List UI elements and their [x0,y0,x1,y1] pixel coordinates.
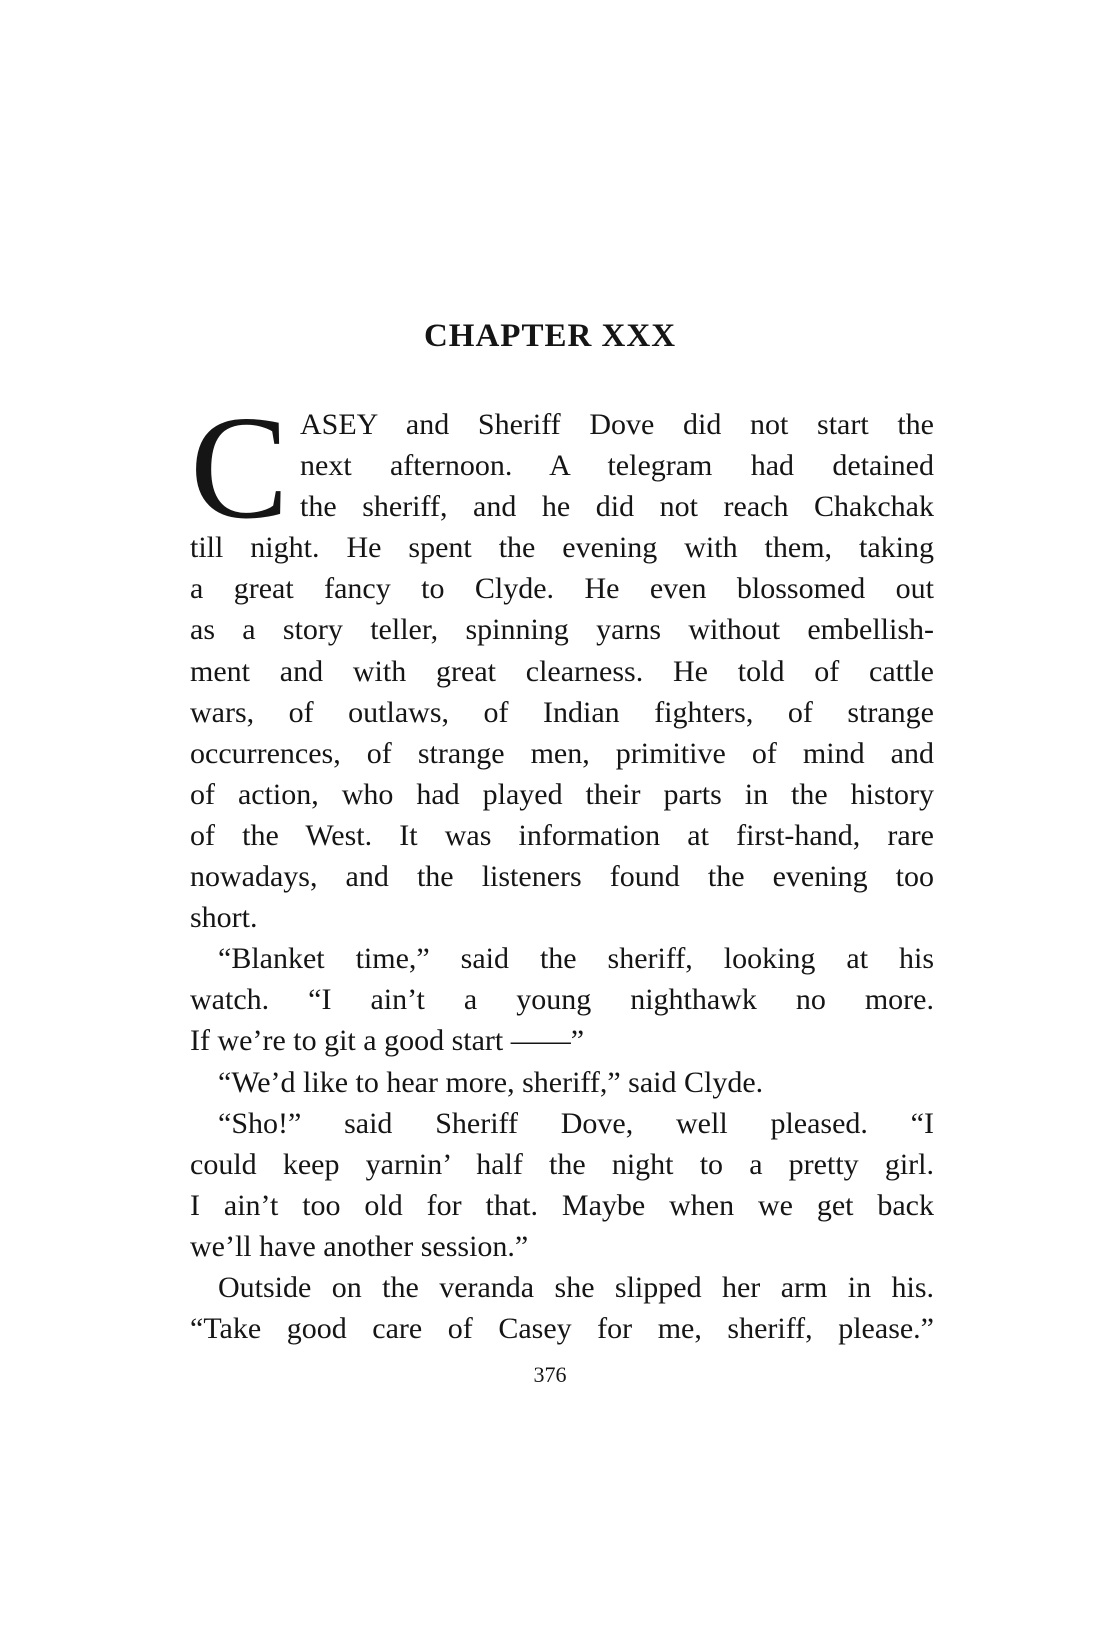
text-line: “Blanket time,” said the sheriff, looking at his [218,942,934,976]
text-line: as a story teller, spinning yarns without embellish- [190,613,934,647]
text-line: of the West. It was information at first-hand, rare [190,818,934,852]
text-line: next afternoon. A telegram had detained [300,449,934,483]
text-line: ASEY and Sheriff Dove did not start the [300,408,934,441]
text-line: a great fancy to Clyde. He even blossomed out [190,572,934,606]
text-line: If we’re to git a good start ——” [190,1024,585,1058]
text-line: I ain’t too old for that. Maybe when we get back [190,1188,934,1222]
text-line: short. [190,901,258,935]
chapter-title: CHAPTER XXX [423,318,677,354]
text-line: Outside on the veranda she slipped her arm in his. [218,1270,934,1304]
text-line: till night. He spent the evening with them, taking [190,531,934,565]
text-line: wars, of outlaws, of Indian fighters, of strange [190,695,934,729]
text-line: nowadays, and the listeners found the evening too [190,860,934,894]
text-line: watch. “I ain’t a young nighthawk no more. [190,983,934,1017]
text-line: we’ll have another session.” [190,1229,529,1263]
text-line: “We’d like to hear more, sheriff,” said Clyde. [218,1065,764,1099]
text-line: “Take good care of Casey for me, sheriff, please.” [190,1312,934,1346]
text-line: ment and with great clearness. He told of cattle [190,654,934,688]
text-line: “Sho!” said Sheriff Dove, well pleased. “I [218,1106,934,1140]
page-number: 376 [533,1362,567,1387]
drop-cap: C [190,386,289,550]
text-line: the sheriff, and he did not reach Chakchak [300,490,934,524]
text-line: of action, who had played their parts in the history [190,777,934,811]
text-line: could keep yarnin’ half the night to a pretty girl. [190,1147,934,1181]
text-line: occurrences, of strange men, primitive of mind and [190,736,934,770]
chapter-body [190,404,934,1349]
